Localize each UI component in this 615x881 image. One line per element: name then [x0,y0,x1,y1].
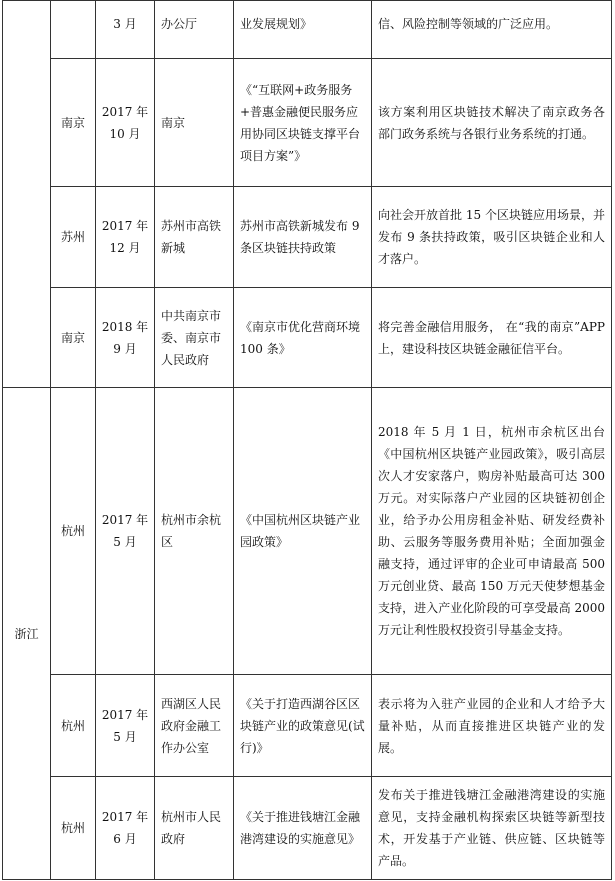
org-cell: 办公厅 [155,1,234,59]
time-cell: 2017 年 5 月 [96,388,155,675]
time-cell: 2018 年 9 月 [96,288,155,388]
city-cell: 杭州 [51,388,96,675]
org-cell: 苏州市高铁新城 [155,187,234,288]
time-cell: 2017 年 12 月 [96,187,155,288]
document-cell: 《“互联网+政务服务+普惠金融便民服务应用协同区块链支撑平台项目方案”》 [234,59,372,187]
document-cell: 业发展规划》 [234,1,372,59]
table-row [3,187,612,288]
city-cell: 杭州 [51,777,96,880]
description-cell: 向社会开放首批 15 个区块链应用场景，并发布 9 条扶持政策，吸引区块链企业和人才落户。 [372,187,612,288]
city-cell: 南京 [51,288,96,388]
city-cell [51,1,96,59]
org-cell: 杭州市余杭区 [155,388,234,675]
policy-table [2,0,612,880]
city-cell: 苏州 [51,187,96,288]
description-cell: 将完善金融信用服务， 在“我的南京”APP 上，建设科技区块链金融征信平台。 [372,288,612,388]
org-cell: 杭州市人民政府 [155,777,234,880]
city-cell: 杭州 [51,675,96,777]
province-cell [3,1,51,388]
city-cell: 南京 [51,59,96,187]
table-row [3,1,612,59]
table-row [3,675,612,777]
time-cell: 2017 年 6 月 [96,777,155,880]
table-row [3,288,612,388]
description-cell: 该方案利用区块链技术解决了南京政务各部门政务系统与各银行业务系统的打通。 [372,59,612,187]
document-cell: 《中国杭州区块链产业园政策》 [234,388,372,675]
time-cell: 2017 年 5 月 [96,675,155,777]
document-cell: 《关于打造西湖谷区区块链产业的政策意见(试行)》 [234,675,372,777]
table-row [3,59,612,187]
table-row [3,777,612,880]
time-cell: 2017 年 10 月 [96,59,155,187]
org-cell: 南京 [155,59,234,187]
description-cell: 信、风险控制等领域的广泛应用。 [372,1,612,59]
description-cell: 发布关于推进钱塘江金融港湾建设的实施意见，支持金融机构探索区块链等新型技术，开发基于产业链、供应链、区块链等产品。 [372,777,612,880]
description-cell: 2018 年 5 月 1 日，杭州市余杭区出台《中国杭州区块链产业园政策》，吸引高层次人才安家落户，购房补贴最高可达 300 万元。对实际落户产业园的区块链初创企业，给予办公用房租金补贴、研发经费补助、云服务等服务费用补贴；全面加强金融支持，通过评审的企业可申请最高 500 万元创业贷、最高 150 万元天使梦想基金支持，进入产业化阶段的可享受最高 2000 万元让利性股权投资引导基金支持。 [372,388,612,675]
table-row [3,388,612,675]
document-cell: 苏州市高铁新城发布 9 条区块链扶持政策 [234,187,372,288]
document-cell: 《南京市优化营商环境 100 条》 [234,288,372,388]
province-cell: 浙江 [3,388,51,880]
description-cell: 表示将为入驻产业园的企业和人才给予大量补贴，从而直接推进区块链产业的发展。 [372,675,612,777]
org-cell: 西湖区人民政府金融工作办公室 [155,675,234,777]
time-cell: 3 月 [96,1,155,59]
org-cell: 中共南京市委、南京市人民政府 [155,288,234,388]
document-cell: 《关于推进钱塘江金融港湾建设的实施意见》 [234,777,372,880]
